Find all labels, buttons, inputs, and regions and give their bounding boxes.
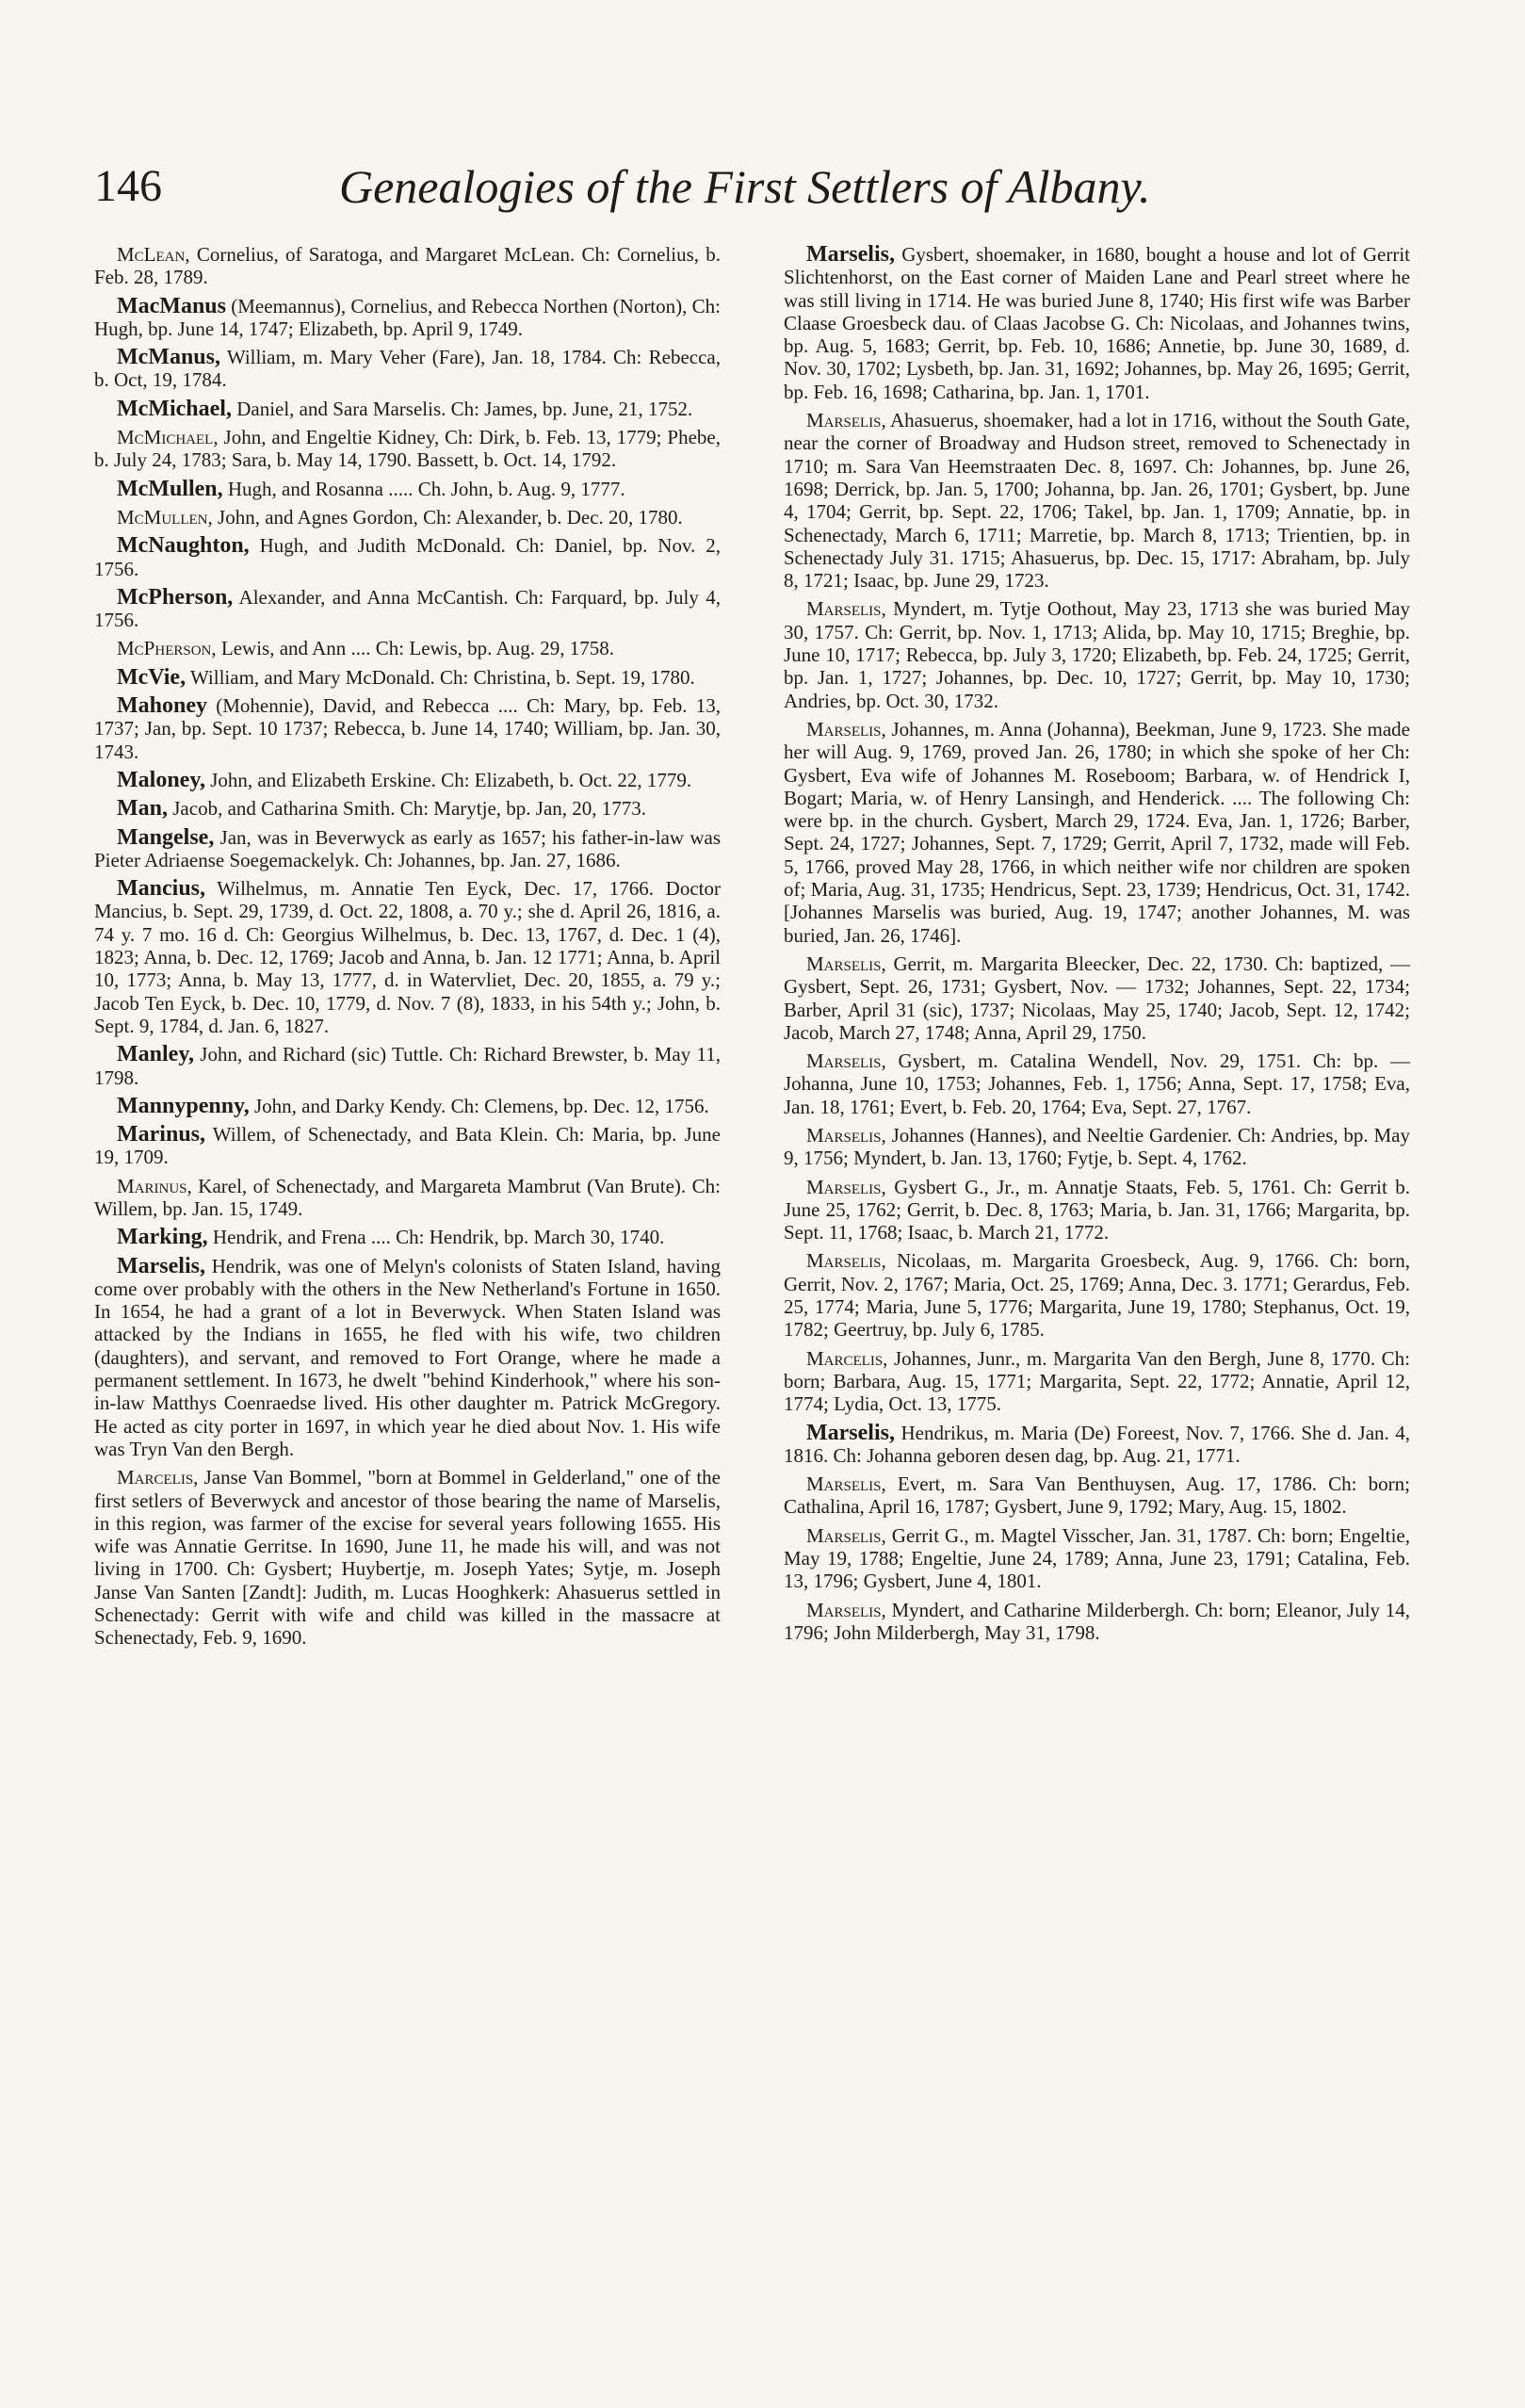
- genealogy-entry: [94, 534, 721, 580]
- genealogy-entry: [784, 1124, 1410, 1170]
- entry-text: Johannes (Hannes), and Neeltie Gardenier. Ch: Andries, bp. May 9, 1756; Myndert, b. Jan. 13, 1760; Fytje, b. Sept. 4, 1762.: [784, 1123, 1410, 1170]
- genealogy-entry: [94, 478, 721, 500]
- genealogy-entry: [94, 637, 721, 659]
- entry-surname: McMullen,: [117, 505, 213, 529]
- entry-surname: Marcelis,: [117, 1466, 199, 1489]
- genealogy-entry: [784, 1176, 1410, 1245]
- entry-surname: Manley,: [117, 1042, 194, 1067]
- entry-surname: Marselis,: [806, 1523, 886, 1547]
- genealogy-entry: [94, 769, 721, 791]
- entry-surname: Marselis,: [806, 952, 886, 975]
- genealogy-entry: [94, 426, 721, 472]
- entry-text: (Mohennie), David, and Rebecca .... Ch: Mary, bp. Feb. 13, 1737; Jan, bp. Sept. 10 1737; Rebecca, b. June 14, 1740; William, bp. Jan. 30, 1743.: [94, 694, 721, 763]
- entry-text: Gerrit, m. Margarita Bleecker, Dec. 22, 1730. Ch: baptized, — Gysbert, Sept. 26, 1731; Gysbert, Nov. — 1732; Johannes, Sept. 22, 1734; Barber, April 31 (sic), 1737; Nicolaas, May 25, 1740; Jacob, Sept. 12, 1742; Jacob, March 27, 1748; Anna, April 29, 1750.: [784, 952, 1410, 1044]
- entry-text: Johannes, Junr., m. Margarita Van den Bergh, June 8, 1770. Ch: born; Barbara, Aug. 15, 1771; Margarita, Sept. 22, 1772; Annatie, April 12, 1774; Lydia, Oct. 13, 1775.: [784, 1346, 1410, 1416]
- genealogy-entry: [94, 506, 721, 529]
- entry-text: (Meemannus), Cornelius, and Rebecca Northen (Norton), Ch: Hugh, bp. June 14, 1747; Elizabeth, bp. April 9, 1749.: [94, 294, 721, 340]
- entry-surname: Marselis,: [806, 1249, 886, 1273]
- entry-surname: Marinus,: [117, 1174, 192, 1197]
- entry-surname: Marselis,: [806, 409, 886, 432]
- entry-text: Willem, of Schenectady, and Bata Klein. Ch: Maria, bp. June 19, 1709.: [94, 1123, 721, 1169]
- genealogy-entry: [784, 409, 1410, 592]
- entry-surname: McLean,: [117, 243, 190, 266]
- genealogy-entry: [784, 597, 1410, 711]
- genealogy-entry: [94, 1095, 721, 1117]
- left-column: [94, 243, 721, 1655]
- genealogy-entry: [94, 295, 721, 341]
- entry-surname: McManus,: [117, 345, 220, 370]
- genealogy-entry: [784, 1422, 1410, 1468]
- entry-text: Wilhelmus, m. Annatie Ten Eyck, Dec. 17, 1766. Doctor Mancius, b. Sept. 29, 1739, d. Oct. 22, 1808, a. 70 y.; she d. April 26, 1816, a. 74 y. 7 mo. 16 d. Ch: Georgius Wilhelmus, b. Dec. 13, 1767, d. Dec. 1 (4), 1823; Anna, b. Dec. 12, 1769; Jacob and Anna, b. Jan. 12 1771; Anna, b. April 10, 1773; Anna, b. May 13, 1777, d. in Watervliet, Dec. 20, 1855, a. 79 y.; Jacob Ten Eyck, b. Dec. 10, 1779, d. Nov. 7 (8), 1833, in his 54th y.; John, b. Sept. 9, 1784, d. Jan. 6, 1827.: [94, 877, 721, 1037]
- entry-surname: McNaughton,: [117, 533, 250, 559]
- entry-surname: Marselis,: [117, 1253, 205, 1278]
- entry-text: Cornelius, of Saratoga, and Margaret McLean. Ch: Cornelius, b. Feb. 28, 1789.: [94, 243, 721, 289]
- page-header: [94, 160, 1432, 217]
- entry-surname: Marselis,: [806, 1420, 895, 1445]
- entry-text: Hugh, and Judith McDonald. Ch: Daniel, bp. Nov. 2, 1756.: [94, 534, 721, 580]
- entry-surname: McMichael,: [117, 426, 219, 449]
- entry-surname: Marselis,: [806, 717, 886, 740]
- genealogy-entry: [94, 826, 721, 872]
- entry-text: Hendrik, was one of Melyn's colonists of Staten Island, having come over probably with the others in the New Netherland's Fortune in 1650. In 1654, he had a grant of a lot in Beverwyck. When Staten Island was attacked by the Indians in 1655, he fled with his wife, two children (daughters), and servant, and removed to Fort Orange, where he made a permanent settlement. In 1673, he dwelt "behind Kinderhook," where his son-in-law Matthys Coenraedse lived. His other daughter m. Patrick McGregory. He acted as city porter in 1697, in which year he died about Nov. 1. His wife was Tryn Van den Bergh.: [94, 1254, 721, 1460]
- entry-surname: Marselis,: [806, 1123, 886, 1147]
- entry-surname: Mahoney: [117, 693, 207, 719]
- entry-surname: Mancius,: [117, 876, 206, 902]
- genealogy-entry: [94, 586, 721, 632]
- entry-surname: McPherson,: [117, 637, 217, 660]
- genealogy-entry: [94, 1466, 721, 1649]
- entry-surname: Marselis,: [806, 1049, 886, 1073]
- entry-surname: Marselis,: [806, 1472, 886, 1496]
- entry-text: Myndert, m. Tytje Oothout, May 23, 1713 she was buried May 30, 1757. Ch: Gerrit, bp. Nov. 1, 1713; Alida, bp. May 10, 1715; Breghie, bp. June 10, 1717; Rebecca, bp. July 3, 1720; Elizabeth, bp. Feb. 24, 1725; Gerrit, bp. Jan. 1, 1727; Johannes, bp. Dec. 10, 1727; Gerrit, bp. May 10, 1730; Andries, bp. Oct. 30, 1732.: [784, 597, 1410, 712]
- genealogy-entry: [784, 1472, 1410, 1519]
- entry-text: Gysbert, m. Catalina Wendell, Nov. 29, 1751. Ch: bp. — Johanna, June 10, 1753; Johannes, Feb. 1, 1756; Anna, Sept. 17, 1758; Eva, Jan. 18, 1761; Evert, b. Feb. 20, 1764; Eva, Sept. 27, 1767.: [784, 1049, 1410, 1118]
- genealogy-entry: [784, 1049, 1410, 1118]
- entry-text: John, and Engeltie Kidney, Ch: Dirk, b. Feb. 13, 1779; Phebe, b. July 24, 1783; Sara, b. May 14, 1790. Bassett, b. Oct. 14, 1792.: [94, 426, 721, 472]
- entry-surname: Marking,: [117, 1225, 208, 1250]
- entry-surname: Marselis,: [806, 597, 886, 621]
- genealogy-entry: [784, 1599, 1410, 1645]
- genealogy-entry: [784, 1249, 1410, 1341]
- entry-surname: Marinus,: [117, 1122, 206, 1147]
- entry-text: Gerrit G., m. Magtel Visscher, Jan. 31, 1787. Ch: born; Engeltie, May 19, 1788; Engeltie, June 24, 1789; Anna, June 23, 1791; Catalina, Feb. 13, 1796; Gysbert, June 4, 1801.: [784, 1523, 1410, 1593]
- genealogy-entry: [94, 1255, 721, 1461]
- entry-text: Daniel, and Sara Marselis. Ch: James, bp. June, 21, 1752.: [231, 397, 693, 420]
- entry-surname: Man,: [117, 796, 168, 822]
- entry-surname: Mangelse,: [117, 824, 215, 850]
- entry-text: Janse Van Bommel, "born at Bommel in Gelderland," one of the first setlers of Beverwyck and ancestor of those bearing the name of Marselis, in this region, was farmer of the excise for several years following 1655. His wife was Annatie Gerritse. In 1690, June 11, he made his will, and was not living in 1700. Ch: Gysbert; Huybertje, m. Joseph Yates; Sytje, m. Joseph Janse Van Santen [Zandt]: Judith, m. Lucas Hooghkerk: Ahasuerus settled in Schenectady: Gerrit with wife and child was killed in the massacre at Schenectady, Feb. 9, 1690.: [94, 1466, 721, 1650]
- genealogy-entry: [784, 1524, 1410, 1593]
- genealogy-entry: [94, 398, 721, 420]
- entry-text: John, and Elizabeth Erskine. Ch: Elizabeth, b. Oct. 22, 1779.: [205, 768, 692, 791]
- genealogy-entry: [94, 243, 721, 289]
- entry-text: Jacob, and Catharina Smith. Ch: Marytje, bp. Jan, 20, 1773.: [168, 797, 647, 821]
- entry-surname: Marselis,: [806, 242, 895, 267]
- genealogy-entry: [94, 877, 721, 1037]
- entry-text: Myndert, and Catharine Milderbergh. Ch: born; Eleanor, July 14, 1796; John Milderbergh, May 31, 1798.: [784, 1598, 1410, 1644]
- entry-surname: Marselis,: [806, 1175, 886, 1198]
- entry-text: John, and Richard (sic) Tuttle. Ch: Richard Brewster, b. May 11, 1798.: [94, 1043, 721, 1089]
- entry-text: Gysbert, shoemaker, in 1680, bought a house and lot of Gerrit Slichtenhorst, on the East corner of Maiden Lane and Pearl street where he was still living in 1714. He was buried June 8, 1740; His first wife was Barber Claase Groesbeck dau. of Claas Jacobse G. Ch: Nicolaas, and Johannes twins, bp. Aug. 5, 1683; Gerrit, bp. Feb. 10, 1686; Annetie, bp. June 30, 1689, d. Nov. 30, 1702; Lysbeth, bp. Jan. 31, 1692; Johannes, bp. May 26, 1695; Gerrit, bp. Feb. 16, 1698; Catharina, bp. Jan. 1, 1701.: [784, 243, 1410, 403]
- entry-surname: Maloney,: [117, 767, 205, 792]
- entry-surname: Marcelis,: [806, 1346, 888, 1370]
- entry-text: Nicolaas, m. Margarita Groesbeck, Aug. 9, 1766. Ch: born, Gerrit, Nov. 2, 1767; Maria, Oct. 25, 1769; Anna, Dec. 3. 1771; Gerardus, Feb. 25, 1774; Maria, June 5, 1776; Margarita, June 19, 1780; Stephanus, Oct. 19, 1782; Geertruy, bp. July 6, 1785.: [784, 1249, 1410, 1342]
- running-title: Genealogies of the First Settlers of Albany.: [339, 160, 1151, 213]
- entry-surname: McVie,: [117, 664, 187, 690]
- entry-text: Hugh, and Rosanna ..... Ch. John, b. Aug. 9, 1777.: [222, 477, 625, 500]
- genealogy-entry: [94, 694, 721, 763]
- entry-text: Hendrik, and Frena .... Ch: Hendrik, bp. March 30, 1740.: [207, 1226, 665, 1249]
- genealogy-entry: [94, 1175, 721, 1221]
- entry-text: Lewis, and Ann .... Ch: Lewis, bp. Aug. 29, 1758.: [216, 637, 614, 660]
- entry-text: Gysbert G., Jr., m. Annatje Staats, Feb. 5, 1761. Ch: Gerrit b. June 25, 1762; Gerrit, b. Dec. 8, 1763; Maria, b. Jan. 31, 1766; Margarita, bp. Sept. 11, 1768; Isaac, b. March 21, 1772.: [784, 1175, 1410, 1245]
- entry-text: John, and Agnes Gordon, Ch: Alexander, b. Dec. 20, 1780.: [212, 505, 683, 529]
- entry-surname: McPherson,: [117, 584, 234, 610]
- genealogy-entry: [94, 797, 721, 820]
- entry-text: Jan, was in Beverwyck as early as 1657; his father-in-law was Pieter Adriaense Soegemackelyk. Ch: Johannes, bp. Jan. 27, 1686.: [94, 825, 721, 871]
- entry-text: Evert, m. Sara Van Benthuysen, Aug. 17, 1786. Ch: born; Cathalina, April 16, 1787; Gysbert, June 9, 1792; Mary, Aug. 15, 1802.: [784, 1472, 1410, 1519]
- genealogy-entry: [784, 952, 1410, 1044]
- entry-text: William, m. Mary Veher (Fare), Jan. 18, 1784. Ch: Rebecca, b. Oct, 19, 1784.: [94, 346, 721, 392]
- entry-text: William, and Mary McDonald. Ch: Christina, b. Sept. 19, 1780.: [186, 665, 695, 689]
- entry-text: Karel, of Schenectady, and Margareta Mambrut (Van Brute). Ch: Willem, bp. Jan. 15, 1749.: [94, 1174, 721, 1220]
- entry-text: Johannes, m. Anna (Johanna), Beekman, June 9, 1723. She made her will Aug. 9, 1769, proved Jan. 26, 1780; in which she spoke of her Ch: Gysbert, Eva wife of Johannes M. Roseboom; Barbara, w. of Hendrick I, Bogart; Maria, w. of Henry Lansingh, and Henderick. .... The following Ch: were bp. in the church. Gysbert, March 29, 1724. Eva, Jan. 1, 1726; Barber, Sept. 24, 1727; Johannes, Sept. 7, 1729; Gerrit, April 7, 1732, made will Feb. 5, 1766, proved May 28, 1766, in which neither wife nor children are spoken of; Maria, Aug. 31, 1735; Hendricus, Sept. 23, 1739; Hendricus, Oct. 31, 1742. [Johannes Marselis was buried, Aug. 19, 1747; another Johannes, M. was buried, Jan. 26, 1746].: [784, 717, 1410, 947]
- genealogy-entry: [94, 1043, 721, 1089]
- entry-text: Hendrikus, m. Maria (De) Foreest, Nov. 7, 1766. She d. Jan. 4, 1816. Ch: Johanna geboren desen dag, bp. Aug. 21, 1771.: [784, 1421, 1410, 1467]
- genealogy-entry: [94, 346, 721, 392]
- right-column: [784, 243, 1410, 1650]
- entry-text: John, and Darky Kendy. Ch: Clemens, bp. Dec. 12, 1756.: [249, 1094, 709, 1117]
- genealogy-entry: [94, 1226, 721, 1248]
- genealogy-entry: [784, 718, 1410, 947]
- page-number: 146: [94, 161, 162, 211]
- entry-surname: Mannypenny,: [117, 1093, 250, 1118]
- entry-text: Alexander, and Anna McCantish. Ch: Farquard, bp. July 4, 1756.: [94, 585, 721, 632]
- entry-text: Ahasuerus, shoemaker, had a lot in 1716, without the South Gate, near the corner of Broadway and Hudson street, removed to Schenectady in 1710; m. Sara Van Heemstraaten Dec. 8, 1697. Ch: Johannes, bp. June 26, 1698; Derrick, bp. Jan. 5, 1700; Johanna, bp. Jan. 26, 1701; Gysbert, bp. June 4, 1704; Gerrit, bp. Sept. 22, 1706; Takel, bp. Jan. 1, 1709; Annatie, bp. in Schenectady, March 6, 1711; Marretie, bp. March 8, 1713; Trientien, bp. in Schenectady July 31. 1715; Ahasuerus, bp. Dec. 15, 1717: Abraham, bp. July 8, 1721; Isaac, bp. June 29, 1723.: [784, 409, 1410, 593]
- entry-surname: Marselis,: [806, 1598, 886, 1621]
- genealogy-entry: [94, 666, 721, 689]
- entry-surname: MacManus: [117, 293, 226, 318]
- entry-surname: McMichael,: [117, 396, 232, 421]
- genealogy-entry: [784, 243, 1410, 403]
- genealogy-entry: [94, 1123, 721, 1169]
- genealogy-entry: [784, 1347, 1410, 1416]
- entry-surname: McMullen,: [117, 476, 223, 501]
